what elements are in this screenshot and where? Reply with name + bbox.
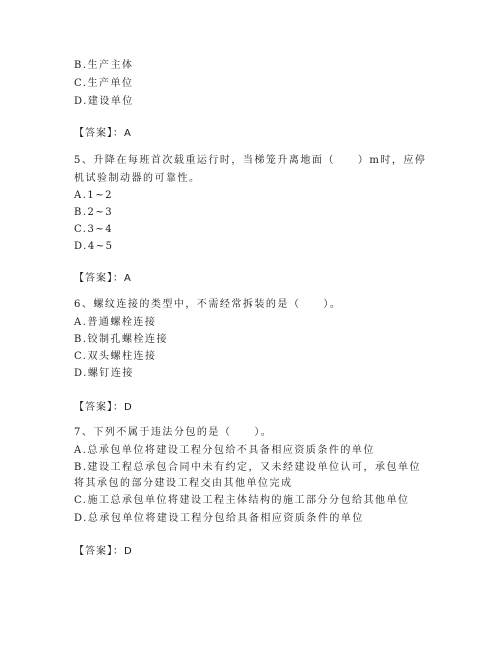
q6-option-a: A.普通螺栓连接 bbox=[74, 317, 157, 328]
q6-answer: 【答案】：D bbox=[74, 402, 133, 413]
q7-stem: 7、下列不属于违法分包的是（ ）。 bbox=[74, 427, 273, 438]
q5-option-a: A.1~2 bbox=[74, 190, 114, 201]
q7-option-a: A.总承包单位将建设工程分包给不具备相应资质条件的单位 bbox=[74, 445, 375, 456]
q7-option-c: C.施工总承包单位将建设工程主体结构的施工部分分包给其他单位 bbox=[74, 495, 410, 506]
q7-option-b-line1: B.建设工程总承包合同中未有约定，又未经建设单位认可，承包单位 bbox=[74, 462, 422, 473]
q4-option-d: D.建设单位 bbox=[74, 96, 134, 107]
q5-option-b: B.2~3 bbox=[74, 207, 114, 218]
q5-option-c: C.3~4 bbox=[74, 224, 114, 235]
q5-stem-line2: 机试验制动器的可靠性。 bbox=[74, 173, 201, 184]
q7-option-d: D.总承包单位将建设工程分包给具备相应资质条件的单位 bbox=[74, 513, 364, 524]
q5-stem-line1: 5、升降在每班首次载重运行时，当梯笼升离地面（ ）m时，应停 bbox=[74, 155, 427, 166]
q6-stem: 6、螺纹连接的类型中，不需经常拆装的是（ ）。 bbox=[74, 299, 342, 310]
q6-option-b: B.铰制孔螺栓连接 bbox=[74, 334, 169, 345]
q4-answer: 【答案】：A bbox=[74, 128, 132, 139]
q4-option-c: C.生产单位 bbox=[74, 78, 134, 89]
q4-option-b: B.生产主体 bbox=[74, 60, 134, 71]
q5-answer: 【答案】：A bbox=[74, 273, 132, 284]
q7-option-b-line2: 将其承包的部分建设工程交由其他单位完成 bbox=[74, 478, 293, 489]
q5-option-d: D.4~5 bbox=[74, 241, 114, 252]
q6-option-d: D.螺钉连接 bbox=[74, 368, 134, 379]
q6-option-c: C.双头螺柱连接 bbox=[74, 351, 157, 362]
q7-answer: 【答案】：D bbox=[74, 546, 133, 557]
